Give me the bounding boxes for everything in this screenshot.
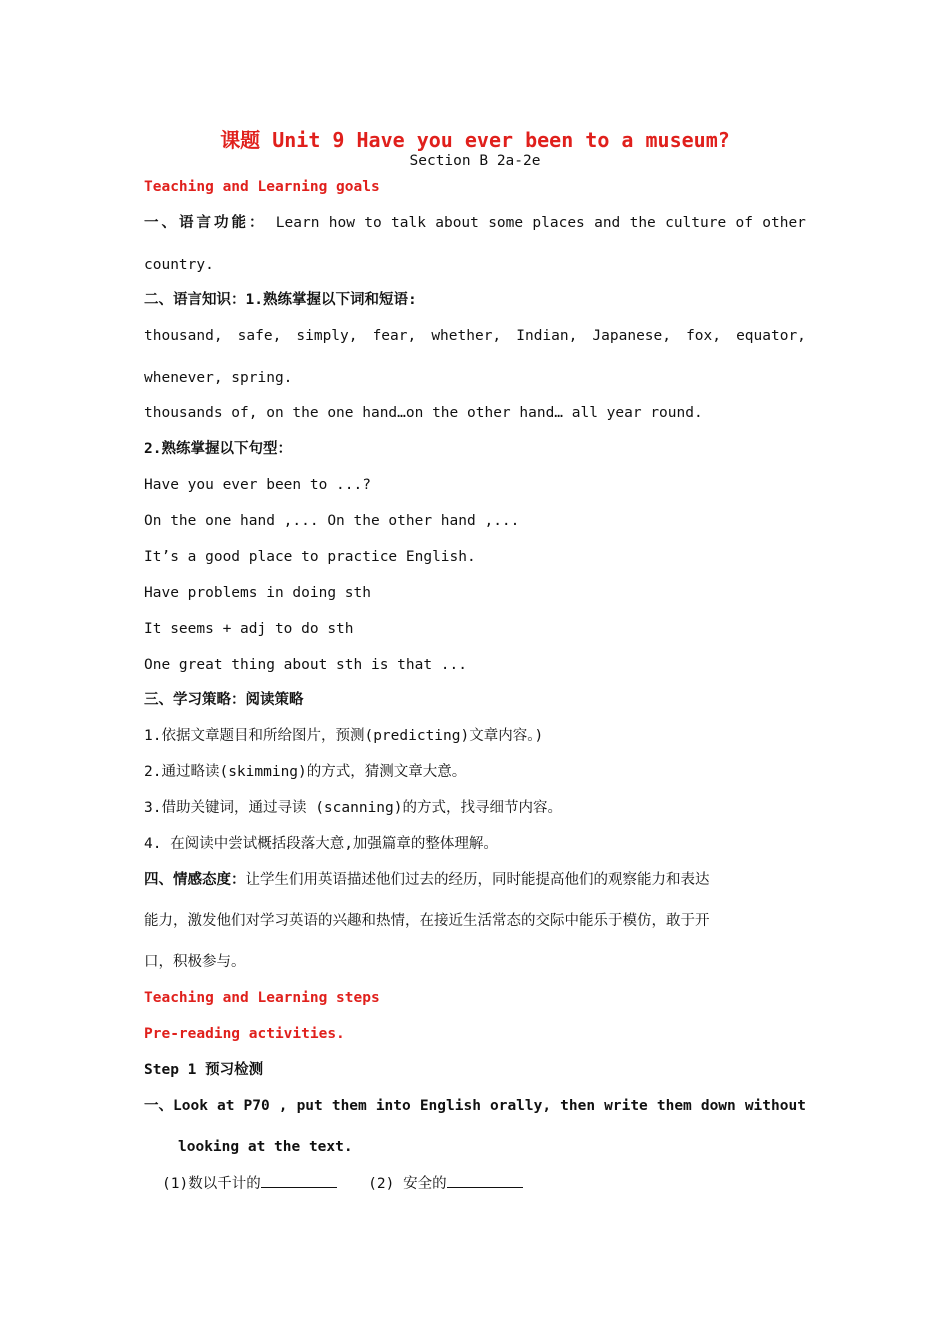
steps-heading: Teaching and Learning steps	[144, 990, 380, 1006]
sentence-item: It seems + adj to do sth	[144, 621, 354, 637]
task1-word: ,	[278, 1098, 288, 1114]
step1-heading: Step 1 预习检测	[144, 1062, 264, 1078]
task1-word: write	[604, 1098, 648, 1114]
document-subtitle: Section B 2a-2e	[409, 153, 541, 169]
attitude-line	[144, 870, 710, 890]
vocabulary-word: equator,	[736, 328, 806, 344]
task1-line	[144, 1096, 806, 1116]
task1-word: without	[744, 1098, 806, 1114]
task1-word: P70	[243, 1098, 270, 1114]
task1-word: 一、Look	[144, 1098, 208, 1114]
task1-word: them	[331, 1098, 367, 1114]
phrases-line: thousands of, on the one hand…on the other hand… all year round.	[144, 405, 703, 421]
vocabulary-word: simply,	[296, 328, 358, 344]
language-function-line	[144, 213, 806, 233]
language-function-label: 一、语言功能：	[144, 215, 267, 231]
task1-word: English	[419, 1098, 481, 1114]
vocabulary-word: fear,	[372, 328, 417, 344]
task1-word: at	[216, 1098, 235, 1114]
language-function-word: culture	[665, 215, 727, 231]
vocabulary-word: Indian,	[516, 328, 578, 344]
language-function-word: the	[629, 215, 656, 231]
task1-word: orally,	[489, 1098, 552, 1114]
exercise-items	[162, 1173, 523, 1194]
language-function-word: to	[364, 215, 382, 231]
vocabulary-word: safe,	[237, 328, 282, 344]
prereading-heading: Pre-reading activities.	[144, 1026, 345, 1042]
vocabulary-cont: whenever, spring.	[144, 370, 293, 386]
strategy-item: 3.借助关键词，通过寻读 (scanning)的方式，找寻细节内容。	[144, 800, 562, 816]
language-function-cont: country.	[144, 257, 214, 273]
sentence-item: It’s a good place to practice English.	[144, 549, 476, 565]
language-knowledge-heading: 二、语言知识：1.熟练掌握以下词和短语:	[144, 292, 417, 308]
attitude-line-2: 能力，激发他们对学习英语的兴趣和热情，在接近生活常态的交际中能乐于模仿，敢于开	[144, 913, 710, 929]
vocabulary-word: fox,	[686, 328, 721, 344]
task1-cont: looking at the text.	[178, 1139, 353, 1155]
goals-heading: Teaching and Learning goals	[144, 179, 380, 195]
language-function-word: places	[532, 215, 585, 231]
document-title: 课题 Unit 9 Have you ever been to a museum?	[220, 128, 730, 152]
task1-word: into	[375, 1098, 411, 1114]
language-function-word: talk	[391, 215, 426, 231]
task1-word: put	[296, 1098, 323, 1114]
sentence-item: On the one hand ,... On the other hand ,...	[144, 513, 520, 529]
vocabulary-word: thousand,	[144, 328, 223, 344]
strategy-item: 4. 在阅读中尝试概括段落大意,加强篇章的整体理解。	[144, 836, 498, 852]
sentence-item: One great thing about sth is that ...	[144, 657, 468, 673]
vocabulary-word: Japanese,	[592, 328, 671, 344]
answer-blank[interactable]	[447, 1173, 523, 1188]
vocabulary-word: whether,	[431, 328, 502, 344]
language-function-word: Learn	[275, 215, 320, 231]
language-function-word: other	[762, 215, 806, 231]
sentence-heading: 2.熟练掌握以下句型：	[144, 441, 292, 457]
attitude-label: 四、情感态度：	[144, 872, 246, 888]
vocabulary-line	[144, 326, 806, 346]
language-function-word: about	[435, 215, 479, 231]
language-function-word: of	[735, 215, 753, 231]
language-function-word: how	[328, 215, 355, 231]
task1-word: them	[656, 1098, 692, 1114]
attitude-text: 让学生们用英语描述他们过去的经历，同时能提高他们的观察能力和表达	[245, 872, 710, 888]
language-function-word: some	[488, 215, 524, 231]
answer-blank[interactable]	[261, 1173, 337, 1188]
attitude-line-3: 口，积极参与。	[144, 954, 246, 970]
exercise-item-label: (1)数以千计的	[162, 1176, 261, 1192]
strategy-item: 2.通过略读(skimming)的方式，猜测文章大意。	[144, 764, 467, 780]
task1-word: down	[700, 1098, 736, 1114]
sentence-item: Have you ever been to ...?	[144, 477, 371, 493]
exercise-item-label: (2) 安全的	[368, 1176, 447, 1192]
strategy-heading: 三、学习策略：阅读策略	[144, 692, 304, 708]
task1-word: then	[560, 1098, 596, 1114]
language-function-word: and	[594, 215, 621, 231]
sentence-item: Have problems in doing sth	[144, 585, 371, 601]
strategy-item: 1.依据文章题目和所给图片，预测(predicting)文章内容。)	[144, 728, 544, 744]
